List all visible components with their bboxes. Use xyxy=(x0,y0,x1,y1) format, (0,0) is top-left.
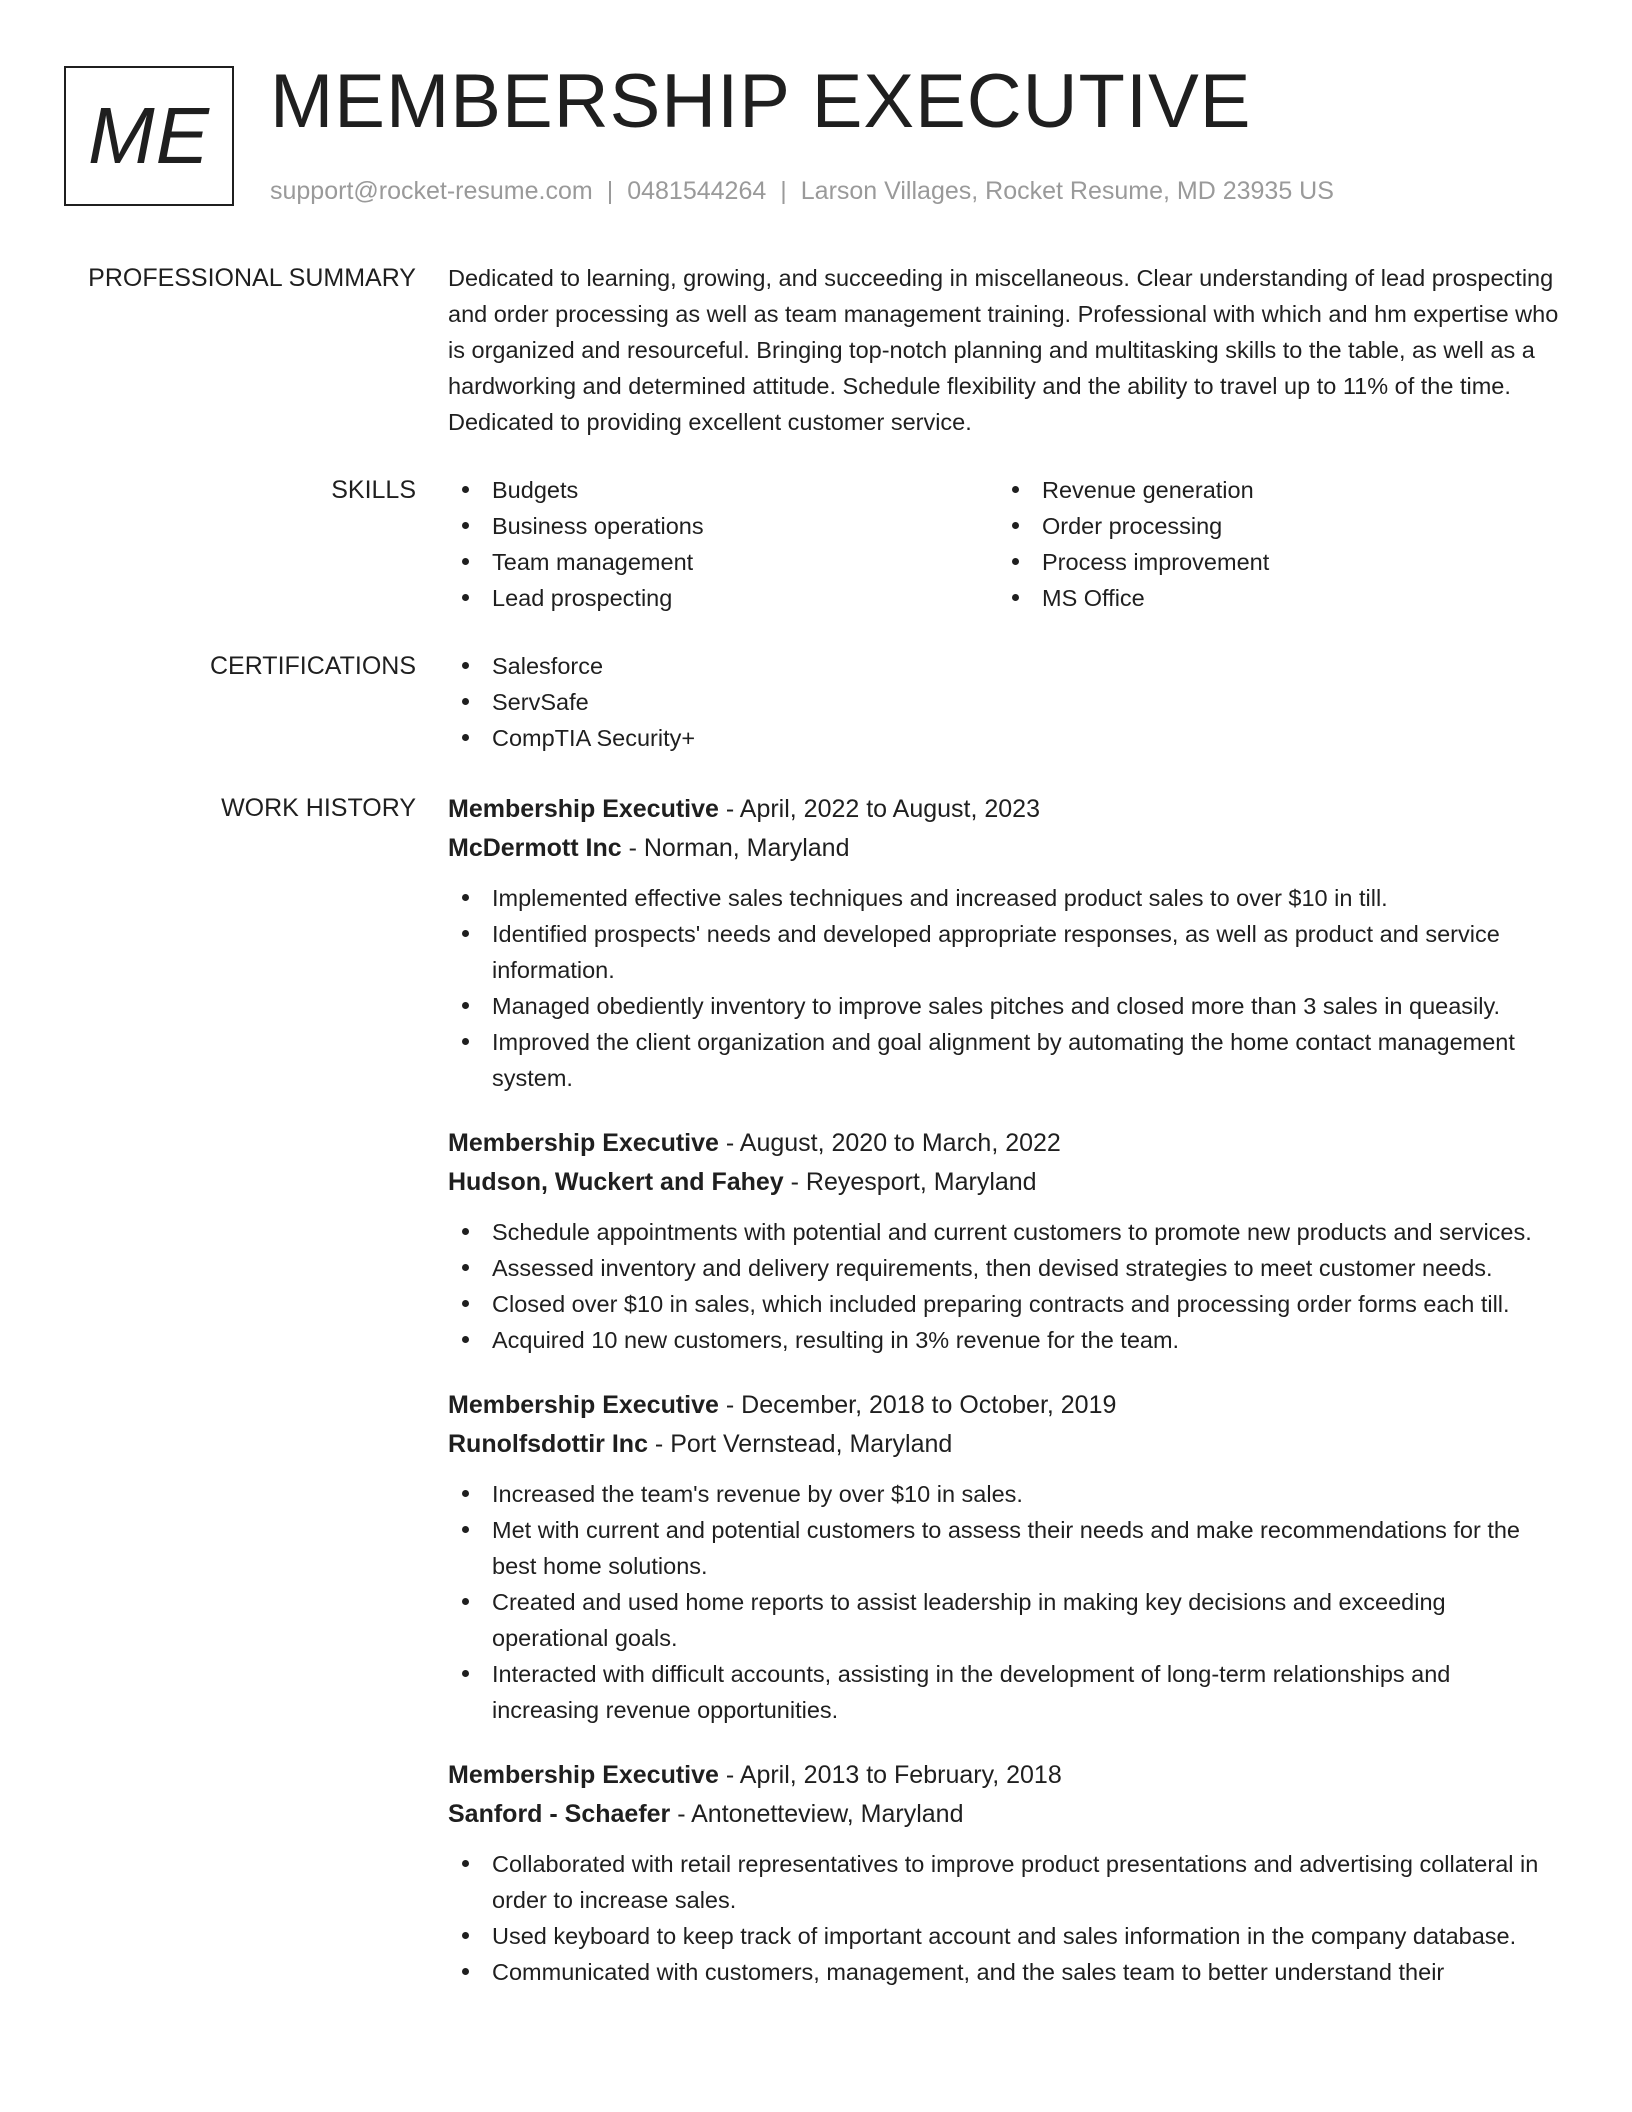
job-company-line xyxy=(448,1425,1563,1464)
certifications-heading: CERTIFICATIONS xyxy=(209,652,416,680)
job-company-line xyxy=(448,1795,1563,1834)
job-title: Membership Executive xyxy=(448,1391,719,1419)
job-title-line xyxy=(448,1386,1563,1425)
certifications-body xyxy=(448,648,1563,756)
job-bullets xyxy=(448,1476,1563,1728)
skills-columns xyxy=(448,472,1563,616)
skill-item: Team management xyxy=(448,544,998,580)
resume-name: MEMBERSHIP EXECUTIVE xyxy=(270,59,1252,144)
certification-item: CompTIA Security+ xyxy=(448,720,1563,756)
job-title-line xyxy=(448,1124,1563,1163)
job-bullet: Created and used home reports to assist leadership in making key decisions and exceeding operational goals. xyxy=(448,1584,1563,1656)
skill-item: Order processing xyxy=(998,508,1548,544)
job-company: Sanford - Schaefer xyxy=(448,1800,671,1828)
job-bullet: Schedule appointments with potential and current customers to promote new products and services. xyxy=(448,1214,1563,1250)
job-location: - Antonetteview, Maryland xyxy=(670,1800,964,1828)
monogram-logo: ME xyxy=(64,66,234,206)
skill-item: Process improvement xyxy=(998,544,1548,580)
job-dates: - December, 2018 to October, 2019 xyxy=(718,1391,1117,1419)
job-entry xyxy=(448,1756,1563,1990)
contact-separator: | xyxy=(606,177,614,205)
skill-item: Revenue generation xyxy=(998,472,1548,508)
job-title: Membership Executive xyxy=(448,1761,719,1789)
skills-heading: SKILLS xyxy=(331,476,416,504)
job-title: Membership Executive xyxy=(448,1129,719,1157)
contact-separator: | xyxy=(780,177,787,205)
summary-heading: PROFESSIONAL SUMMARY xyxy=(88,264,416,292)
skill-item: Budgets xyxy=(448,472,998,508)
contact-address: Larson Villages, Rocket Resume, MD 23935 US xyxy=(800,177,1334,205)
contact-phone: 0481544264 xyxy=(627,177,767,205)
skill-item: Business operations xyxy=(448,508,998,544)
contact-email: support@rocket-resume.com xyxy=(270,177,593,205)
job-bullet: Communicated with customers, management, and the sales team to better understand their xyxy=(448,1954,1563,1990)
job-entry xyxy=(448,1124,1563,1358)
job-bullet: Interacted with difficult accounts, assisting in the development of long-term relationships and increasing revenue opportunities. xyxy=(448,1656,1563,1728)
job-title: Membership Executive xyxy=(448,795,719,823)
job-title-line xyxy=(448,790,1563,829)
job-company: McDermott Inc xyxy=(448,834,622,862)
skill-item: MS Office xyxy=(998,580,1548,616)
job-bullet: Improved the client organization and goal alignment by automating the home contact management system. xyxy=(448,1024,1563,1096)
certifications-list xyxy=(448,648,1563,756)
skills-list-left xyxy=(448,472,998,616)
skills-list-right xyxy=(998,472,1548,616)
job-bullets xyxy=(448,1846,1563,1990)
work-history-body xyxy=(448,790,1563,2018)
skill-item: Lead prospecting xyxy=(448,580,998,616)
job-dates: - April, 2022 to August, 2023 xyxy=(718,795,1040,823)
job-company-line xyxy=(448,1163,1563,1202)
job-location: - Reyesport, Maryland xyxy=(783,1168,1037,1196)
job-bullet: Managed obediently inventory to improve sales pitches and closed more than 3 sales in queasily. xyxy=(448,988,1563,1024)
job-company: Hudson, Wuckert and Fahey xyxy=(448,1168,784,1196)
job-title-line xyxy=(448,1756,1563,1795)
job-bullet: Increased the team's revenue by over $10 in sales. xyxy=(448,1476,1563,1512)
job-bullet: Closed over $10 in sales, which included preparing contracts and processing order forms each till. xyxy=(448,1286,1563,1322)
job-bullet: Identified prospects' needs and developed appropriate responses, as well as product and service information. xyxy=(448,916,1563,988)
work-history-heading: WORK HISTORY xyxy=(221,794,416,822)
job-company: Runolfsdottir Inc xyxy=(448,1430,648,1458)
job-bullet: Acquired 10 new customers, resulting in 3% revenue for the team. xyxy=(448,1322,1563,1358)
certification-item: Salesforce xyxy=(448,648,1563,684)
job-location: - Norman, Maryland xyxy=(621,834,850,862)
job-entry xyxy=(448,1386,1563,1728)
certification-item: ServSafe xyxy=(448,684,1563,720)
contact-line xyxy=(270,174,1334,208)
job-bullet: Collaborated with retail representatives to improve product presentations and advertising collateral in order to increase sales. xyxy=(448,1846,1563,1918)
job-bullet: Met with current and potential customers to assess their needs and make recommendations for the best home solutions. xyxy=(448,1512,1563,1584)
job-bullet: Used keyboard to keep track of important account and sales information in the company database. xyxy=(448,1918,1563,1954)
summary-text: Dedicated to learning, growing, and succeeding in miscellaneous. Clear understanding of lead prospecting and order processing as well as team management training. Professional with which and hm expertise who is organized and resourceful. Bringing top-notch planning and multitasking skills to the table, as well as a hardworking and determined attitude. Schedule flexibility and the ability to travel up to 11% of the time. Dedicated to providing excellent customer service. xyxy=(448,265,1559,435)
job-bullet: Implemented effective sales techniques and increased product sales to over $10 in till. xyxy=(448,880,1563,916)
job-bullet: Assessed inventory and delivery requirements, then devised strategies to meet customer needs. xyxy=(448,1250,1563,1286)
job-bullets xyxy=(448,1214,1563,1358)
job-company-line xyxy=(448,829,1563,868)
job-location: - Port Vernstead, Maryland xyxy=(647,1430,953,1458)
job-dates: - August, 2020 to March, 2022 xyxy=(718,1129,1061,1157)
job-entry xyxy=(448,790,1563,1096)
job-dates: - April, 2013 to February, 2018 xyxy=(718,1761,1062,1789)
job-bullets xyxy=(448,880,1563,1096)
